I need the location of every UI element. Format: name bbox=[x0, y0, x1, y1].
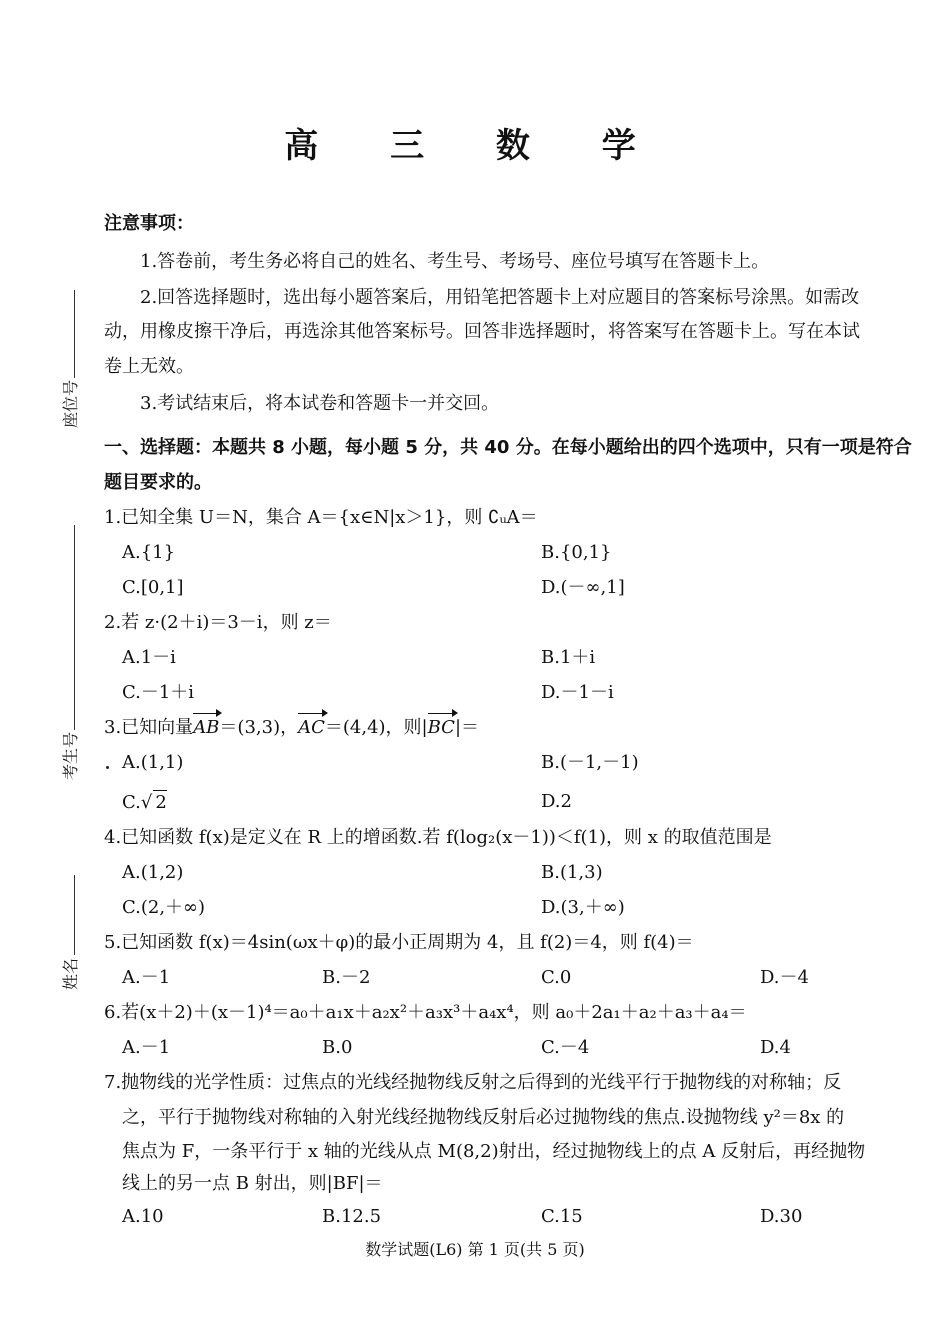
question-2-stem: 2.若 z·(2＋i)＝3－i，则 z＝ bbox=[104, 612, 332, 633]
q5-option-a: A.－1 bbox=[122, 967, 171, 988]
q3-option-c-label: C. bbox=[122, 792, 141, 813]
margin-dot bbox=[106, 766, 109, 769]
q1-option-d: D.(－∞,1] bbox=[541, 577, 625, 598]
page-footer: 数学试题(L6) 第 1 页(共 5 页) bbox=[365, 1240, 585, 1259]
seat-line bbox=[74, 290, 75, 378]
notice-item-3: 3.考试结束后，将本试卷和答题卡一并交回。 bbox=[140, 393, 500, 414]
q4-option-d: D.(3,＋∞) bbox=[541, 897, 625, 918]
question-5-stem: 5.已知函数 f(x)＝4sin(ωx＋φ)的最小正周期为 4，且 f(2)＝4，则 f(4)＝ bbox=[104, 932, 694, 953]
q5-option-c: C.0 bbox=[541, 967, 572, 988]
q2-option-d: D.－1－i bbox=[541, 682, 614, 703]
q7-option-c: C.15 bbox=[541, 1206, 583, 1227]
question-3-stem bbox=[104, 716, 894, 740]
q6-option-d: D.4 bbox=[760, 1037, 791, 1058]
q3-sqrt-arg: 2 bbox=[155, 792, 167, 813]
seat-label: 座位号 bbox=[61, 379, 80, 428]
q2-option-a: A.1－i bbox=[122, 647, 176, 668]
notice-item-1: 1.答卷前，考生务必将自己的姓名、考生号、考场号、座位号填写在答题卡上。 bbox=[140, 251, 770, 272]
q1-option-a: A.{1} bbox=[122, 542, 176, 563]
vector-ab: AB bbox=[193, 717, 220, 738]
question-1-stem: 1.已知全集 U＝N，集合 A＝{x∈N|x＞1}，则 ∁ᵤA＝ bbox=[104, 507, 538, 528]
q5-option-b: B.－2 bbox=[322, 967, 371, 988]
vector-ac: AC bbox=[298, 717, 325, 738]
question-7-stem-3: 焦点为 F，一条平行于 x 轴的光线从点 M(8,2)射出，经过抛物线上的点 A 反射后，再经抛物 bbox=[122, 1141, 866, 1162]
notice-heading: 注意事项： bbox=[104, 213, 194, 234]
name-label: 姓名 bbox=[61, 957, 80, 990]
q3-option-b: B.(－1,－1) bbox=[541, 752, 639, 773]
name-line bbox=[74, 875, 75, 955]
q7-option-d: D.30 bbox=[760, 1206, 803, 1227]
q4-option-c: C.(2,＋∞) bbox=[122, 897, 206, 918]
vector-bc: BC bbox=[427, 717, 455, 738]
page-title: 高 三 数 学 bbox=[284, 126, 666, 166]
q7-option-b: B.12.5 bbox=[322, 1206, 382, 1227]
q3-option-d: D.2 bbox=[541, 791, 572, 812]
q5-option-d: D.－4 bbox=[760, 967, 809, 988]
question-7-stem-4: 线上的另一点 B 射出，则|BF|＝ bbox=[122, 1173, 383, 1194]
notice-item-2: 2.回答选择题时，选出每小题答案后，用铅笔把答题卡上对应题目的答案标号涂黑。如需改 bbox=[140, 287, 860, 308]
question-6-stem: 6.若(x＋2)＋(x－1)⁴＝a₀＋a₁x＋a₂x²＋a₃x³＋a₄x⁴，则 a₀＋2a₁＋a₂＋a₃＋a₄＝ bbox=[104, 1002, 747, 1023]
q1-option-b: B.{0,1} bbox=[541, 542, 612, 563]
exam-no-line bbox=[74, 525, 75, 730]
q7-option-a: A.10 bbox=[122, 1206, 164, 1227]
q2-option-b: B.1＋i bbox=[541, 647, 596, 668]
q6-option-c: C.－4 bbox=[541, 1037, 590, 1058]
q3-suffix: |＝ bbox=[454, 717, 480, 738]
notice-item-2-cont2: 卷上无效。 bbox=[104, 356, 194, 377]
question-4-stem: 4.已知函数 f(x)是定义在 R 上的增函数.若 f(log₂(x－1))＜f(1)，则 x 的取值范围是 bbox=[104, 827, 772, 848]
notice-item-2-cont: 动，用橡皮擦干净后，再选涂其他答案标号。回答非选择题时，将答案写在答题卡上。写在本试 bbox=[104, 321, 860, 342]
question-7-stem-2: 之，平行于抛物线对称轴的入射光线经抛物线反射后必过抛物线的焦点.设抛物线 y²＝8x 的 bbox=[122, 1107, 845, 1128]
q6-option-b: B.0 bbox=[322, 1037, 353, 1058]
exam-no-label: 考生号 bbox=[61, 731, 80, 780]
q3-prefix: 3.已知向量 bbox=[104, 717, 194, 738]
q3-option-c: C.√ 2 bbox=[122, 792, 167, 813]
q3-option-a: A.(1,1) bbox=[122, 752, 184, 773]
q3-mid1: ＝(3,3)， bbox=[219, 717, 299, 738]
question-7-stem-1: 7.抛物线的光学性质：过焦点的光线经抛物线反射之后得到的光线平行于抛物线的对称轴；反 bbox=[104, 1072, 842, 1093]
section-header-cont: 题目要求的。 bbox=[104, 472, 212, 493]
q6-option-a: A.－1 bbox=[122, 1037, 171, 1058]
section-header: 一、选择题：本题共 8 小题，每小题 5 分，共 40 分。在每小题给出的四个选项中，只有一项是符合 bbox=[104, 437, 912, 458]
q3-mid2: ＝(4,4)，则| bbox=[324, 717, 428, 738]
q1-option-c: C.[0,1] bbox=[122, 577, 184, 598]
q4-option-b: B.(1,3) bbox=[541, 862, 603, 883]
q2-option-c: C.－1＋i bbox=[122, 682, 195, 703]
q4-option-a: A.(1,2) bbox=[122, 862, 184, 883]
